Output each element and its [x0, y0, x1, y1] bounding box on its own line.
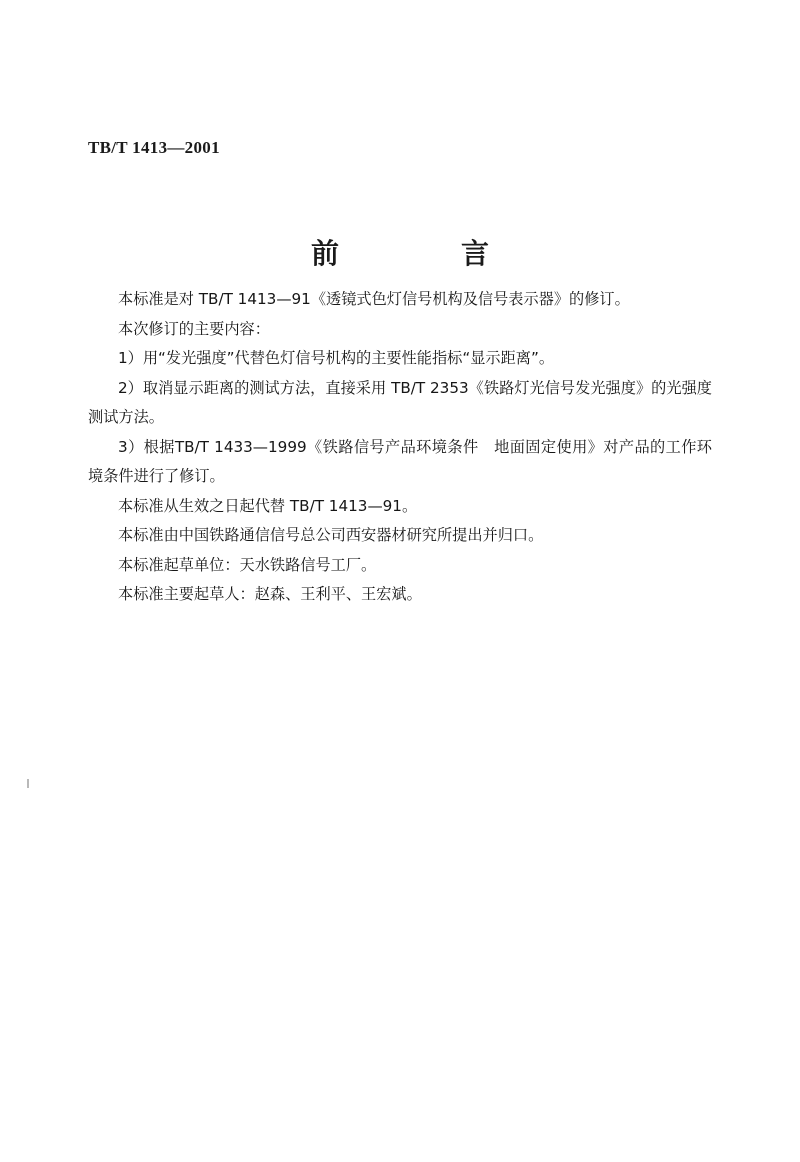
standard-number: TB/T 1413—2001 [88, 138, 220, 157]
page-title: 前 言 [310, 237, 511, 270]
paragraph: 本次修订的主要内容： [118, 319, 270, 338]
foreword-body [88, 285, 712, 610]
paragraph: 本标准由中国铁路通信信号总公司西安器材研究所提出并归口。 [118, 526, 544, 544]
margin-mark [27, 779, 29, 788]
paragraph: 2）取消显示距离的测试方法，直接采用 TB/T 2353《铁路灯光信号发光强度》的光强度测试方法。 [88, 378, 712, 426]
paragraph: 本标准从生效之日起代替 TB/T 1413—91。 [118, 496, 418, 515]
paragraph: 本标准主要起草人：赵森、王利平、王宏斌。 [118, 585, 422, 603]
paragraph: 1）用“发光强度”代替色灯信号机构的主要性能指标“显示距离”。 [118, 349, 555, 367]
paragraph: 本标准是对 TB/T 1413—91《透镜式色灯信号机构及信号表示器》的修订。 [118, 290, 630, 308]
paragraph: 3）根据TB/T 1433—1999《铁路信号产品环境条件 地面固定使用》对产品的工作环境条件进行了修订。 [88, 437, 712, 485]
paragraph: 本标准起草单位：天水铁路信号工厂。 [118, 555, 377, 574]
